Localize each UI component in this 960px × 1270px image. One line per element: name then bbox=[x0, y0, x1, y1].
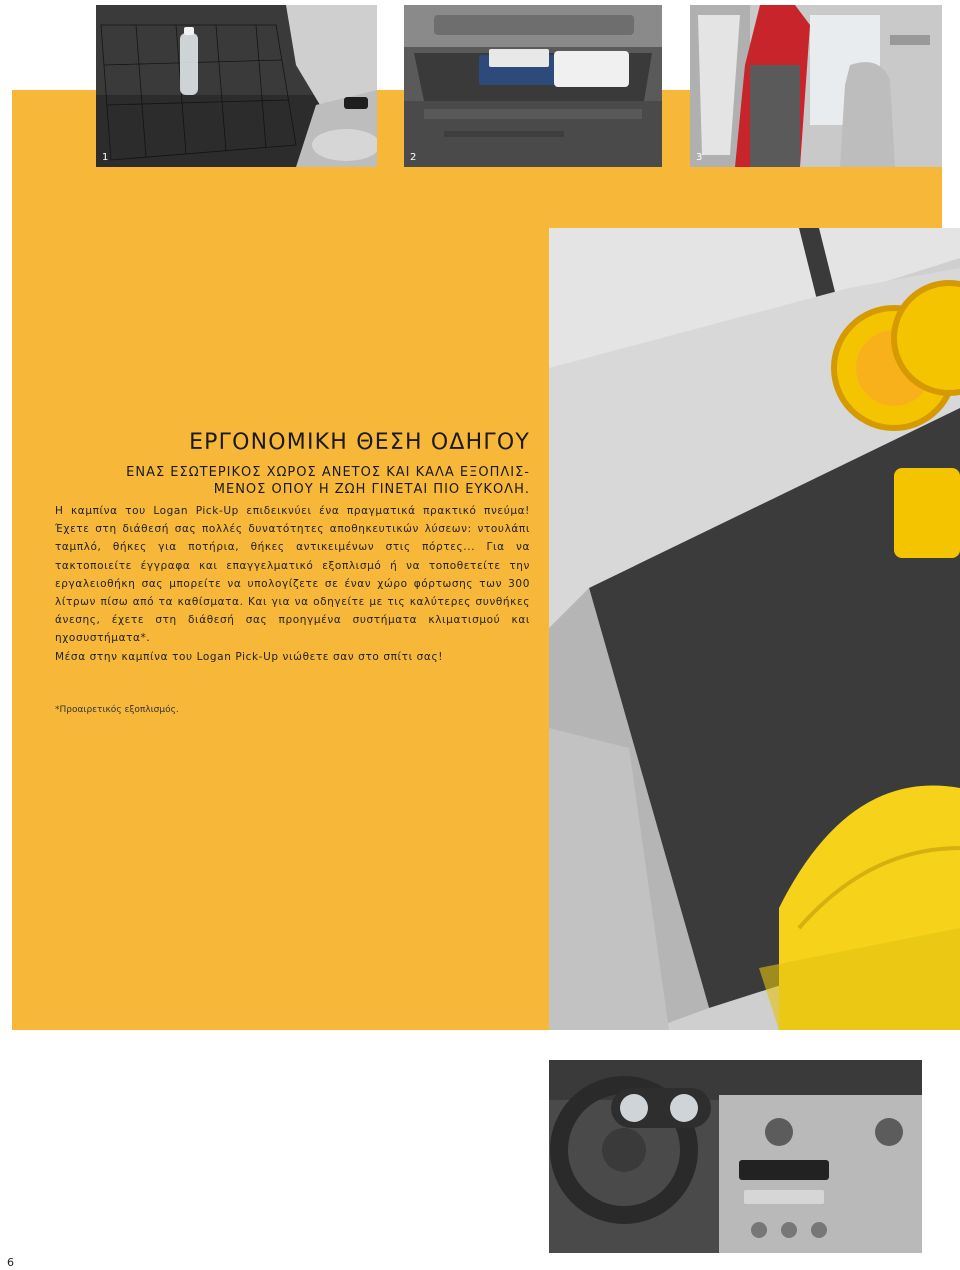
footnote: *Προαιρετικός εξοπλισμός. bbox=[55, 705, 179, 715]
article-closing-line: Μέσα στην καμπίνα του Logan Pick-Up νιώθετε σαν στο σπίτι σας! bbox=[55, 650, 444, 663]
photo-dashboard bbox=[549, 1060, 922, 1253]
page-number: 6 bbox=[7, 1256, 14, 1269]
subheading-line-1: ΕΝΑΣ ΕΣΩΤΕΡΙΚΟΣ ΧΩΡΟΣ ΑΝΕΤΟΣ ΚΑΙ ΚΑΛΑ ΕΞΟΠΛΙΣ- bbox=[126, 465, 530, 480]
photo-number: 3 bbox=[696, 152, 703, 163]
photo-glove-box bbox=[404, 5, 662, 167]
article-subheading bbox=[55, 464, 530, 498]
subheading-line-2: ΜΕΝΟΣ ΟΠΟΥ Η ΖΩΗ ΓΙΝΕΤΑΙ ΠΙΟ ΕΥΚΟΛΗ. bbox=[213, 482, 530, 497]
photo-cargo-area bbox=[549, 228, 960, 1030]
article-heading: ΕΡΓΟΝΟΜΙΚΗ ΘΕΣΗ ΟΔΗΓΟΥ bbox=[189, 430, 530, 455]
photo-number: 1 bbox=[102, 152, 109, 163]
photo-seat-net-storage bbox=[96, 5, 377, 167]
article-text-block bbox=[55, 430, 530, 666]
article-body: Η καμπίνα του Logan Pick-Up επιδεικνύει ένα πραγματικά πρακτικό πνεύμα! Έχετε στη διάθεσή σας πολλές δυνατότητες αποθηκευτικών λύσεων: ντουλάπι ταμπλό, θήκες για ποτήρια, θήκες αντικειμένων στις πόρτες... Για να τακτοποιείτε έγγραφα και επαγγελματικό εξοπλισμό ή να τοποθετείτε την εργαλειοθήκη σας μπορείτε να υπολογίζετε σε έναν χώρο φόρτωσης των 300 λίτρων πίσω από τα καθίσματα. Και για να οδηγείτε με τις καλύτερες συνθήκες άνεσης, έχετε στη διάθεσή σας προηγμένα συστήματα κλιματισμού και ηχοσυστήματα*. bbox=[55, 505, 530, 645]
photo-coat-hook bbox=[690, 5, 942, 167]
photo-number: 2 bbox=[410, 152, 417, 163]
